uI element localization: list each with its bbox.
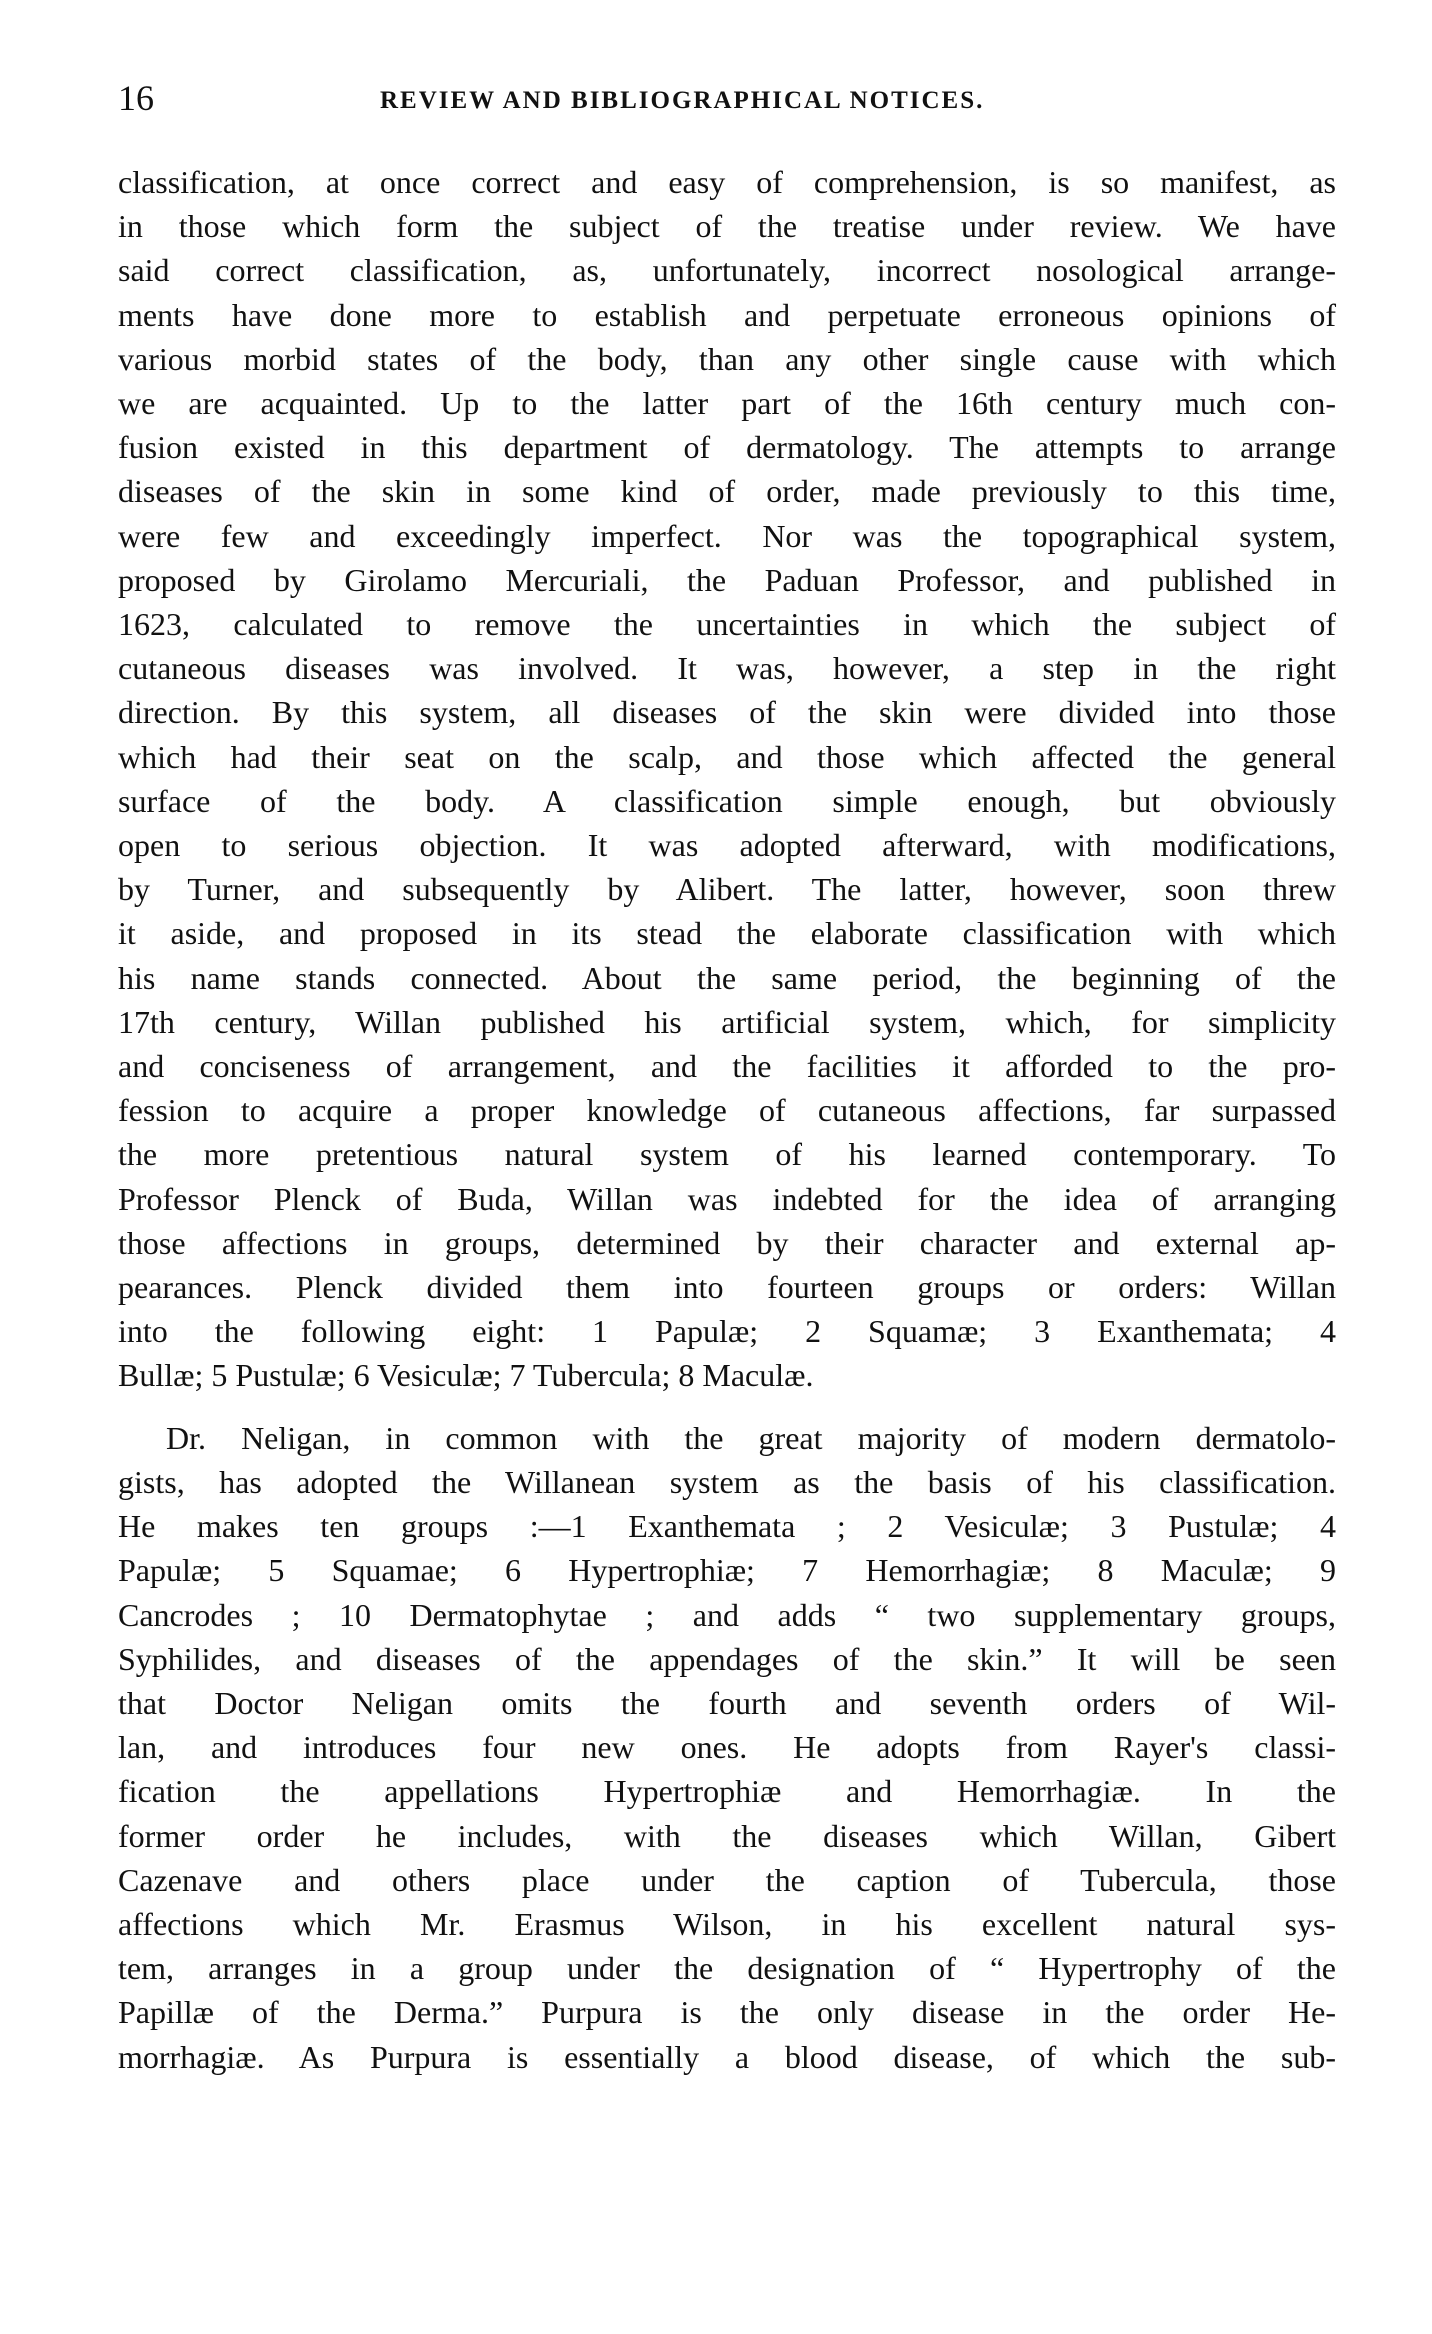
text-line: the more pretentious natural system of his learned contemporary. To bbox=[118, 1136, 1336, 1173]
text-line: Bullæ; 5 Pustulæ; 6 Vesiculæ; 7 Tubercula; 8 Maculæ. bbox=[118, 1357, 814, 1394]
text-line: Professor Plenck of Buda, Willan was indebted for the idea of arranging bbox=[118, 1180, 1336, 1217]
text-line: He makes ten groups :—1 Exanthemata ; 2 Vesiculæ; 3 Pustulæ; 4 bbox=[118, 1508, 1336, 1545]
text-line: into the following eight: 1 Papulæ; 2 Squamæ; 3 Exanthemata; 4 bbox=[118, 1313, 1336, 1350]
text-line: that Doctor Neligan omits the fourth and seventh orders of Wil- bbox=[118, 1684, 1336, 1721]
text-line: proposed by Girolamo Mercuriali, the Paduan Professor, and published in bbox=[118, 561, 1336, 598]
page-header bbox=[118, 78, 1336, 142]
text-line: cutaneous diseases was involved. It was, however, a step in the right bbox=[118, 650, 1336, 687]
text-line: were few and exceedingly imperfect. Nor was the topographical system, bbox=[118, 517, 1336, 554]
text-line: fusion existed in this department of dermatology. The attempts to arrange bbox=[118, 429, 1336, 466]
text-line: fication the appellations Hypertrophiæ and Hemorrhagiæ. In the bbox=[118, 1773, 1336, 1810]
text-line: by Turner, and subsequently by Alibert. The latter, however, soon threw bbox=[118, 871, 1336, 908]
text-line: former order he includes, with the diseases which Willan, Gibert bbox=[118, 1817, 1336, 1854]
text-line: affections which Mr. Erasmus Wilson, in his excellent natural sys- bbox=[118, 1905, 1336, 1942]
text-line: Dr. Neligan, in common with the great majority of modern dermatolo- bbox=[166, 1419, 1336, 1456]
text-line: ments have done more to establish and perpetuate erroneous opinions of bbox=[118, 296, 1336, 333]
text-line: his name stands connected. About the same period, the beginning of the bbox=[118, 959, 1336, 996]
text-line: which had their seat on the scalp, and those which affected the general bbox=[118, 738, 1336, 775]
body-text bbox=[118, 160, 1336, 2079]
text-line: morrhagiæ. As Purpura is essentially a blood disease, of which the sub- bbox=[118, 2038, 1336, 2075]
text-line: Papulæ; 5 Squamae; 6 Hypertrophiæ; 7 Hemorrhagiæ; 8 Maculæ; 9 bbox=[118, 1552, 1336, 1589]
text-line: tem, arranges in a group under the designation of “ Hypertrophy of the bbox=[118, 1950, 1336, 1987]
text-line: and conciseness of arrangement, and the facilities it afforded to the pro- bbox=[118, 1048, 1336, 1085]
text-line: in those which form the subject of the treatise under review. We have bbox=[118, 208, 1336, 245]
text-line: various morbid states of the body, than any other single cause with which bbox=[118, 340, 1336, 377]
text-line: gists, has adopted the Willanean system as the basis of his classification. bbox=[118, 1463, 1336, 1500]
text-line: it aside, and proposed in its stead the elaborate classification with which bbox=[118, 915, 1336, 952]
book-page bbox=[118, 78, 1336, 2258]
text-line: Cazenave and others place under the caption of Tubercula, those bbox=[118, 1861, 1336, 1898]
text-line: surface of the body. A classification simple enough, but obviously bbox=[118, 782, 1336, 819]
text-line: direction. By this system, all diseases of the skin were divided into those bbox=[118, 694, 1336, 731]
text-line: classification, at once correct and easy of comprehension, is so manifest, as bbox=[118, 164, 1336, 200]
text-line: fession to acquire a proper knowledge of cutaneous affections, far surpassed bbox=[118, 1092, 1336, 1129]
text-line: 1623, calculated to remove the uncertainties in which the subject of bbox=[118, 606, 1336, 643]
text-line: we are acquainted. Up to the latter part of the 16th century much con- bbox=[118, 385, 1336, 422]
paragraph-1 bbox=[118, 160, 1336, 1398]
text-line: diseases of the skin in some kind of order, made previously to this time, bbox=[118, 473, 1336, 510]
text-line: Cancrodes ; 10 Dermatophytae ; and adds “ two supplementary groups, bbox=[118, 1596, 1336, 1633]
text-line: pearances. Plenck divided them into fourteen groups or orders: Willan bbox=[118, 1269, 1336, 1306]
text-line: Papillæ of the Derma.” Purpura is the only disease in the order He- bbox=[118, 1994, 1336, 2031]
text-line: said correct classification, as, unfortunately, incorrect nosological arrange- bbox=[118, 252, 1336, 289]
page-number: 16 bbox=[118, 78, 154, 118]
running-title: REVIEW AND BIBLIOGRAPHICAL NOTICES. bbox=[380, 87, 985, 114]
text-line: lan, and introduces four new ones. He adopts from Rayer's classi- bbox=[118, 1729, 1336, 1766]
text-line: open to serious objection. It was adopted afterward, with modifications, bbox=[118, 827, 1336, 864]
text-line: Syphilides, and diseases of the appendages of the skin.” It will be seen bbox=[118, 1640, 1336, 1677]
paragraph-2 bbox=[118, 1416, 1336, 2079]
text-line: those affections in groups, determined by their character and external ap- bbox=[118, 1224, 1336, 1261]
text-line: 17th century, Willan published his artificial system, which, for simplicity bbox=[118, 1003, 1336, 1040]
